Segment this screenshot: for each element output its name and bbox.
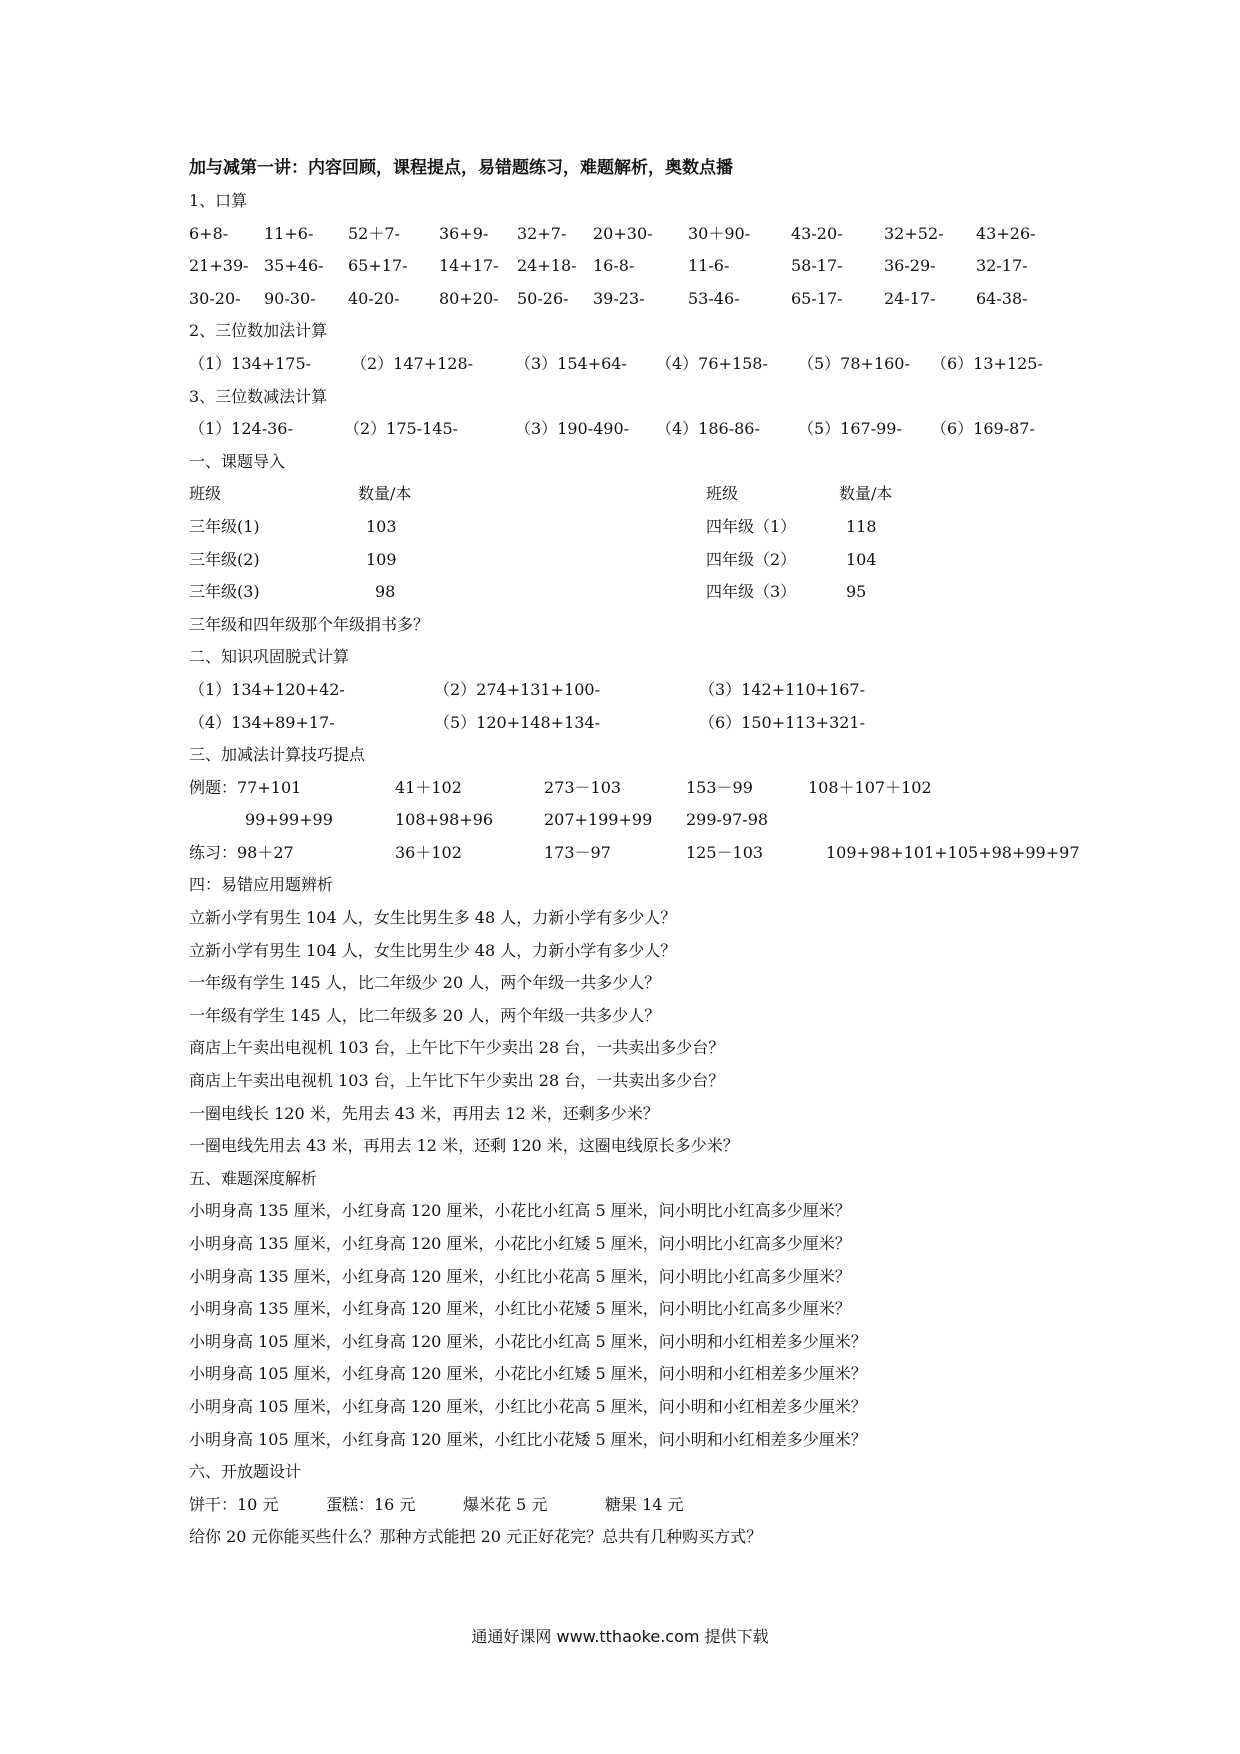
consolidate-item: （2）274+131+100- xyxy=(434,679,601,699)
section-heading-sub3: 3、三位数减法计算 xyxy=(189,386,328,406)
price-row xyxy=(189,1489,1069,1522)
oral-item: 30-20- xyxy=(189,288,241,308)
example-item: 例题：77+101 xyxy=(189,777,302,797)
oral-item: 36-29- xyxy=(884,256,936,276)
book-count: 118 xyxy=(846,516,877,536)
hard-question: 小明身高 105 厘米，小红身高 120 厘米，小红比小花高 5 厘米，问小明和小红相差多少厘米？ xyxy=(189,1396,867,1416)
consolidate-row xyxy=(189,674,1069,707)
hard-question: 小明身高 135 厘米，小红身高 120 厘米，小花比小红高 5 厘米，问小明比小红高多少厘米？ xyxy=(189,1201,851,1221)
example-row xyxy=(189,804,1069,837)
example-item: 207+199+99 xyxy=(544,810,653,830)
oral-item: 39-23- xyxy=(593,288,645,308)
price-item: 饼干：10 元 xyxy=(189,1494,279,1514)
oral-item: 32+52- xyxy=(884,223,944,243)
oral-item: 65+17- xyxy=(348,256,408,276)
intro-table-row xyxy=(189,511,1069,544)
example-item: 99+99+99 xyxy=(245,810,333,830)
oral-item: 43-20- xyxy=(791,223,843,243)
sub3-item: （6）169-87- xyxy=(931,419,1035,439)
section-heading-mistakes: 四：易错应用题辨析 xyxy=(189,875,334,895)
oral-item: 80+20- xyxy=(439,288,499,308)
mistake-question: 立新小学有男生 104 人，女生比男生多 48 人，力新小学有多少人？ xyxy=(189,908,677,928)
sub3-item: （5）167-99- xyxy=(798,419,902,439)
mistake-question: 商店上午卖出电视机 103 台，上午比下午少卖出 28 台，一共卖出多少台？ xyxy=(189,1071,725,1091)
consolidate-item: （3）142+110+167- xyxy=(699,679,866,699)
column-header-count: 数量/本 xyxy=(839,484,893,504)
section-heading-intro: 一、课题导入 xyxy=(189,451,286,471)
add3-item: （3）154+64- xyxy=(515,353,627,373)
add3-item: （6）13+125- xyxy=(931,353,1043,373)
oral-item: 16-8- xyxy=(593,256,635,276)
oral-item: 24+18- xyxy=(517,256,577,276)
oral-item: 43+26- xyxy=(976,223,1036,243)
example-item: 108＋107＋102 xyxy=(808,777,932,797)
sub3-row xyxy=(189,413,1069,446)
example-item: 41＋102 xyxy=(395,777,462,797)
class-name: 四年级（1） xyxy=(706,516,797,536)
example-row xyxy=(189,772,1069,805)
mistake-question: 一年级有学生 145 人，比二年级多 20 人，两个年级一共多少人？ xyxy=(189,1005,661,1025)
hard-question: 小明身高 105 厘米，小红身高 120 厘米，小花比小红高 5 厘米，问小明和小红相差多少厘米？ xyxy=(189,1331,867,1351)
hard-question: 小明身高 105 厘米，小红身高 120 厘米，小花比小红矮 5 厘米，问小明和小红相差多少厘米？ xyxy=(189,1364,867,1384)
oral-item: 53-46- xyxy=(688,288,740,308)
oral-item: 36+9- xyxy=(439,223,489,243)
book-count: 103 xyxy=(366,516,397,536)
oral-item: 35+46- xyxy=(264,256,324,276)
practice-item: 练习：98＋27 xyxy=(189,842,294,862)
hard-question: 小明身高 135 厘米，小红身高 120 厘米，小红比小花矮 5 厘米，问小明比小红高多少厘米？ xyxy=(189,1299,851,1319)
column-header-count: 数量/本 xyxy=(358,484,412,504)
hard-question: 小明身高 105 厘米，小红身高 120 厘米，小红比小花矮 5 厘米，问小明和小红相差多少厘米？ xyxy=(189,1429,867,1449)
class-name: 四年级（3） xyxy=(706,582,797,602)
mistake-question: 一圈电线长 120 米，先用去 43 米，再用去 12 米，还剩多少米？ xyxy=(189,1103,659,1123)
hard-question: 小明身高 135 厘米，小红身高 120 厘米，小红比小花高 5 厘米，问小明比小红高多少厘米？ xyxy=(189,1266,851,1286)
oral-item: 32-17- xyxy=(976,256,1028,276)
oral-item: 90-30- xyxy=(264,288,316,308)
mistake-question: 一圈电线先用去 43 米，再用去 12 米，还剩 120 米，这圈电线原长多少米？ xyxy=(189,1136,739,1156)
oral-item: 21+39- xyxy=(189,256,249,276)
sub3-item: （4）186-86- xyxy=(656,419,760,439)
section-heading-oral: 1、口算 xyxy=(189,191,248,210)
practice-item: 125－103 xyxy=(686,842,764,862)
consolidate-row xyxy=(189,707,1069,740)
sub3-item: （3）190-490- xyxy=(515,419,630,439)
add3-item: （5）78+160- xyxy=(798,353,910,373)
book-count: 109 xyxy=(366,549,397,569)
oral-row xyxy=(189,250,1069,283)
example-item: 108+98+96 xyxy=(395,810,494,830)
book-count: 104 xyxy=(846,549,877,569)
oral-item: 11-6- xyxy=(688,256,730,276)
class-name: 四年级（2） xyxy=(706,549,797,569)
sub3-item: （1）124-36- xyxy=(189,419,293,439)
oral-item: 40-20- xyxy=(348,288,400,308)
mistake-question: 立新小学有男生 104 人，女生比男生少 48 人，力新小学有多少人？ xyxy=(189,940,677,960)
practice-item: 36＋102 xyxy=(395,842,462,862)
class-name: 三年级(1) xyxy=(189,516,260,536)
oral-row xyxy=(189,283,1069,316)
consolidate-item: （4）134+89+17- xyxy=(189,712,335,732)
add3-item: （1）134+175- xyxy=(189,353,312,373)
practice-item: 109+98+101+105+98+99+97 xyxy=(826,842,1080,862)
practice-item: 173－97 xyxy=(544,842,611,862)
oral-item: 24-17- xyxy=(884,288,936,308)
intro-question: 三年级和四年级那个年级捐书多？ xyxy=(189,614,430,634)
section-heading-consolidate: 二、知识巩固脱式计算 xyxy=(189,647,350,667)
consolidate-item: （5）120+148+134- xyxy=(434,712,601,732)
oral-item: 32+7- xyxy=(517,223,567,243)
oral-item: 52＋7- xyxy=(348,223,400,243)
column-header-class: 班级 xyxy=(189,484,222,504)
consolidate-item: （6）150+113+321- xyxy=(699,712,866,732)
mistake-question: 一年级有学生 145 人，比二年级少 20 人，两个年级一共多少人？ xyxy=(189,973,661,993)
oral-item: 50-26- xyxy=(517,288,569,308)
book-count: 98 xyxy=(375,582,396,602)
open-question: 给你 20 元你能买些什么？那种方式能把 20 元正好花完？总共有几种购买方式？ xyxy=(189,1527,763,1547)
class-name: 三年级(2) xyxy=(189,549,260,569)
practice-row xyxy=(189,837,1080,870)
oral-item: 58-17- xyxy=(791,256,843,276)
oral-item: 14+17- xyxy=(439,256,499,276)
mistake-question: 商店上午卖出电视机 103 台，上午比下午少卖出 28 台，一共卖出多少台？ xyxy=(189,1038,725,1058)
oral-item: 11+6- xyxy=(264,223,314,243)
oral-item: 6+8- xyxy=(189,223,229,243)
document-page xyxy=(189,152,1080,1554)
section-heading-hard: 五、难题深度解析 xyxy=(189,1168,318,1188)
section-heading-open: 六、开放题设计 xyxy=(189,1462,302,1482)
class-name: 三年级(3) xyxy=(189,582,260,602)
oral-item: 30＋90- xyxy=(688,223,751,243)
example-item: 153－99 xyxy=(686,777,753,797)
price-item: 爆米花 5 元 xyxy=(463,1494,548,1514)
section-heading-add3: 2、三位数加法计算 xyxy=(189,321,328,341)
book-count: 95 xyxy=(846,582,867,602)
intro-table-row xyxy=(189,544,1069,577)
consolidate-item: （1）134+120+42- xyxy=(189,679,345,699)
add3-item: （2）147+128- xyxy=(351,353,474,373)
oral-item: 65-17- xyxy=(791,288,843,308)
section-heading-tips: 三、加减法计算技巧提点 xyxy=(189,745,366,765)
document-title: 加与减第一讲：内容回顾，课程提点，易错题练习，难题解析，奥数点播 xyxy=(189,158,733,178)
hard-question: 小明身高 135 厘米，小红身高 120 厘米，小花比小红矮 5 厘米，问小明比小红高多少厘米？ xyxy=(189,1234,851,1253)
intro-table-row xyxy=(189,576,1069,609)
oral-item: 64-38- xyxy=(976,288,1028,308)
oral-item: 20+30- xyxy=(593,223,653,243)
sub3-item: （2）175-145- xyxy=(344,419,459,439)
column-header-class: 班级 xyxy=(706,484,739,504)
price-item: 蛋糕：16 元 xyxy=(326,1494,416,1514)
example-item: 299-97-98 xyxy=(686,810,769,830)
oral-row xyxy=(189,218,1069,251)
intro-table-header xyxy=(189,478,1069,511)
price-item: 糖果 14 元 xyxy=(605,1494,684,1514)
example-item: 273－103 xyxy=(544,777,622,797)
add3-item: （4）76+158- xyxy=(656,353,768,373)
add3-row xyxy=(189,348,1069,381)
page-footer: 通通好课网 www.tthaoke.com 提供下载 xyxy=(471,1627,769,1646)
